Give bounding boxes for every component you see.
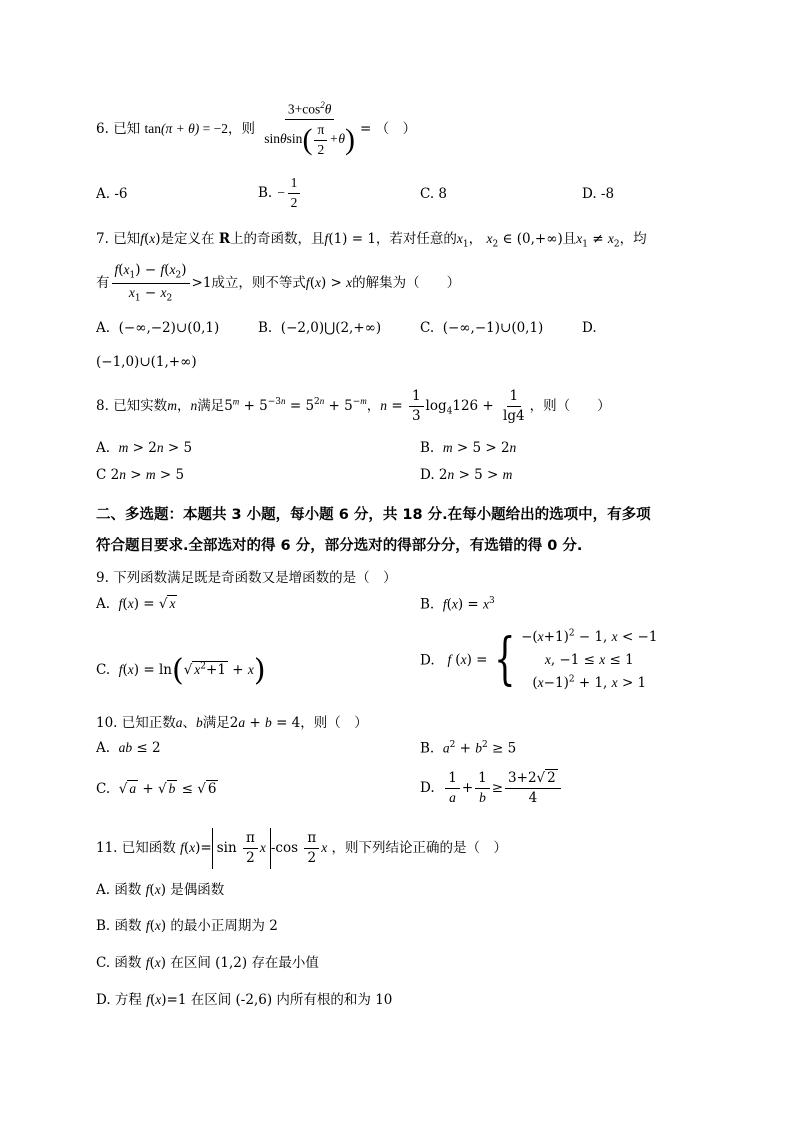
q7-option-d-value: (−1,0)∪(1,+∞) [96, 354, 197, 370]
q6-option-a: A. -6 [96, 186, 128, 202]
question-6: 6. 已知 tan(π + θ) = −2，则 $3+\cos^2\theta$ sinθsin( $\frac{\pi}{2}$ +θ) = （ ） [96, 100, 416, 159]
question-8: 8. 已知实数m，n满足$5^m + 5^{-3n} = 5^{2n} + 5^{-m}$，n = $\frac{1}{3}$ $\log_4126$ + $\frac{1}{\lg 4}$ ，则（ ） [96, 388, 611, 424]
q9-number: 9. [96, 570, 109, 586]
q7-R: R [218, 231, 231, 247]
q11-number: 11. [96, 839, 118, 856]
q11-option-a: A. 函数 f(x) 是偶函数 [96, 882, 225, 898]
question-11: 11. 已知函数 f(x)= sin $\frac{\pi}{2}$ x -cos $\frac{\pi}{2}$ x ，则下列结论正确的是（ ） [96, 828, 507, 869]
question-7: 7. 已知f(x)是定义在 R上的奇函数，且f(1) = 1，若对任意的$x_1$， $x_2$ ∈ (0,+∞)且$x_1 \ne x_2$，均 [96, 231, 647, 250]
q6-condition: tan(π + θ) = −2 [144, 120, 228, 136]
q7-text-c: 上的奇函数，且 [230, 231, 325, 247]
q7-text-f: ，均 [619, 231, 647, 247]
q7-text-e: 且 [562, 231, 577, 247]
q11-option-c: C. 函数 f(x) 在区间 (1,2) 存在最小值 [96, 955, 319, 971]
q6-option-b: B. − $\frac{1}{2}$ [258, 175, 302, 212]
q8-number: 8. [96, 397, 109, 414]
q6-option-d: D. -8 [582, 186, 615, 202]
q7-text-d: ，若对任意的 [375, 231, 457, 247]
q8-option-a: A. m > 2n > 5 [96, 440, 193, 456]
q8-text-c: ，则（ ） [529, 397, 611, 414]
q7-text-b: 是定义在 [160, 231, 215, 247]
question-7-line2: 有 $\frac{f(x_1) - f(x_2)}{x_1 - x_2}$ >1成立，则不等式f(x) > x的解集为（ ） [96, 262, 461, 304]
q8-option-d: D. 2n > 5 > m [420, 467, 513, 483]
section-2-line1: 二、多选题：本题共 3 小题，每小题 6 分，共 18 分.在每小题给出的选项中，有多项 [96, 507, 651, 523]
q8-text-b: 满足 [197, 397, 225, 414]
q6-fraction: $3+\cos^2\theta$ sinθsin( $\frac{\pi}{2}$ +θ) [264, 100, 356, 157]
q7-line2-b: 成立，则不等式 [211, 274, 306, 291]
q7-text-a: 已知 [113, 231, 141, 247]
q7-line2-c: 的解集为（ ） [352, 274, 461, 291]
q6-number: 6. [96, 120, 109, 137]
q6-option-c: C. 8 [420, 186, 448, 202]
q7-option-c: C. (−∞,−1)∪(0,1) [420, 320, 544, 336]
q11-text-b: ，则下列结论正确的是（ ） [331, 839, 507, 856]
q11-option-d: D. 方程 f(x)=1 在区间 (-2,6) 内所有根的和为 10 [96, 992, 393, 1008]
q7-option-d: D. [582, 320, 597, 336]
q6-option-b-label: B. [258, 184, 273, 201]
question-9 [96, 566, 397, 586]
q7-line2-a: 有 [96, 274, 110, 291]
q6-text-a: 已知 [113, 120, 141, 137]
q10-option-c: C. √ a + √ b ≤ √ 6 [96, 781, 217, 797]
q9-text: 下列函数满足既是奇函数又是增函数的是（ ） [113, 570, 397, 586]
q7-option-a: A. (−∞,−2)∪(0,1) [96, 320, 220, 336]
q9-option-d: D. f ( x ) = { $-(x+1)^2 - 1$, x < −1 x, −1 ≤ x ≤ 1 $(x-1)^2 + 1$, x > 1 [420, 627, 658, 693]
q10-option-b: B. $a^2 + b^2 \ge 5$ [420, 740, 517, 757]
q9-option-a: A. f(x) = √ x [96, 596, 176, 612]
q7-number: 7. [96, 231, 109, 247]
question-10: 10. 已知正数a、b满足2a + b = 4，则（ ） [96, 715, 368, 731]
q9-option-c: C. f(x) = ln(√ $x^2+1 + x$) [96, 653, 266, 688]
q8-option-b: B. m > 5 > 2n [420, 440, 517, 456]
q10-number: 10. [96, 715, 118, 731]
q7-option-b: B. (−2,0)⋃(2,+∞) [258, 320, 382, 336]
section-2-line2: 符合题目要求.全部选对的得 6 分，部分选对的得部分分，有选错的得 0 分. [96, 538, 583, 554]
q10-text-a: 已知正数 [121, 715, 176, 731]
q10-option-a: A. ab ≤ 2 [96, 740, 161, 756]
q8-option-c: C 2n > m > 5 [96, 467, 185, 483]
q11-text-a: 已知函数 [121, 839, 176, 856]
q10-option-d: D. $\frac{1}{a}$ + $\frac{1}{b}$ ≥ $\frac{3+2√ 2}{4}$ [420, 770, 563, 807]
q9-option-b: B. $f(x) = x^3$ [420, 596, 495, 613]
q8-text-a: 已知实数 [113, 397, 168, 414]
q10-text-b: 满足 [202, 715, 230, 731]
q10-text-c: ，则（ ） [300, 715, 368, 731]
q6-paren: （ ） [375, 120, 417, 137]
q6-text-b: ，则 [227, 120, 255, 137]
q11-option-b: B. 函数 f(x) 的最小正周期为 2 [96, 918, 278, 934]
